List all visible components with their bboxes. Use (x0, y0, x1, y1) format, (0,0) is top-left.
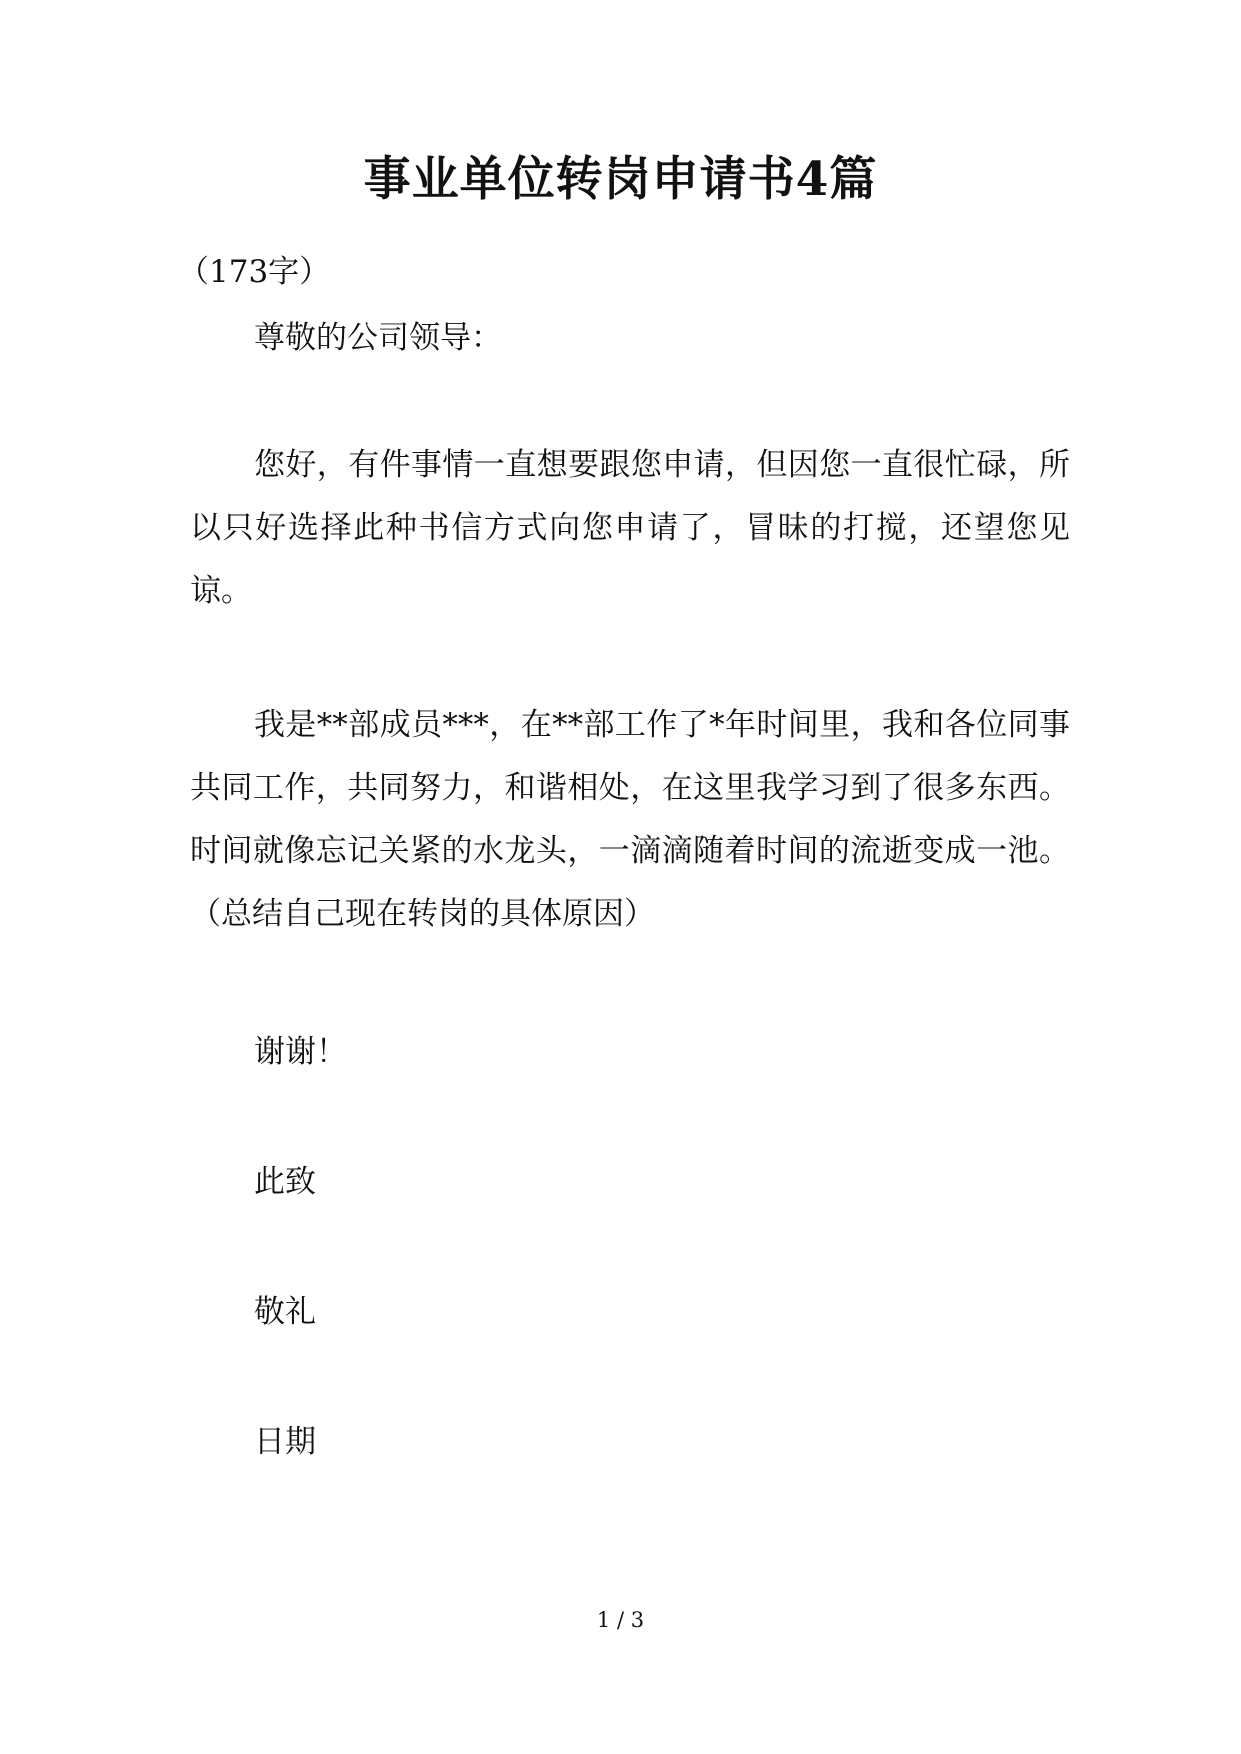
thanks-line: 谢谢！ (254, 1034, 347, 1070)
closing-line-2: 敬礼 (254, 1294, 316, 1330)
page-number: 1 / 3 (596, 1608, 645, 1632)
paragraph-greeting: 您好，有件事情一直想要跟您申请，但因您一直很忙碌，所以只好选择此种书信方式向您申请了，冒昧的打搅，还望您见谅。 (190, 447, 1070, 609)
word-count: （173字） (178, 254, 331, 290)
date-line: 日期 (254, 1424, 316, 1460)
paragraph-body: 我是**部成员***，在**部工作了*年时间里，我和各位同事共同工作，共同努力，和谐相处，在这里我学习到了很多东西。时间就像忘记关紧的水龙头，一滴滴随着时间的流逝变成一池。（总结自己现在转岗的具体原因） (190, 707, 1070, 932)
salutation: 尊敬的公司领导： (254, 320, 502, 356)
closing-line-1: 此致 (254, 1164, 316, 1200)
document-title: 事业单位转岗申请书4篇 (363, 152, 878, 207)
